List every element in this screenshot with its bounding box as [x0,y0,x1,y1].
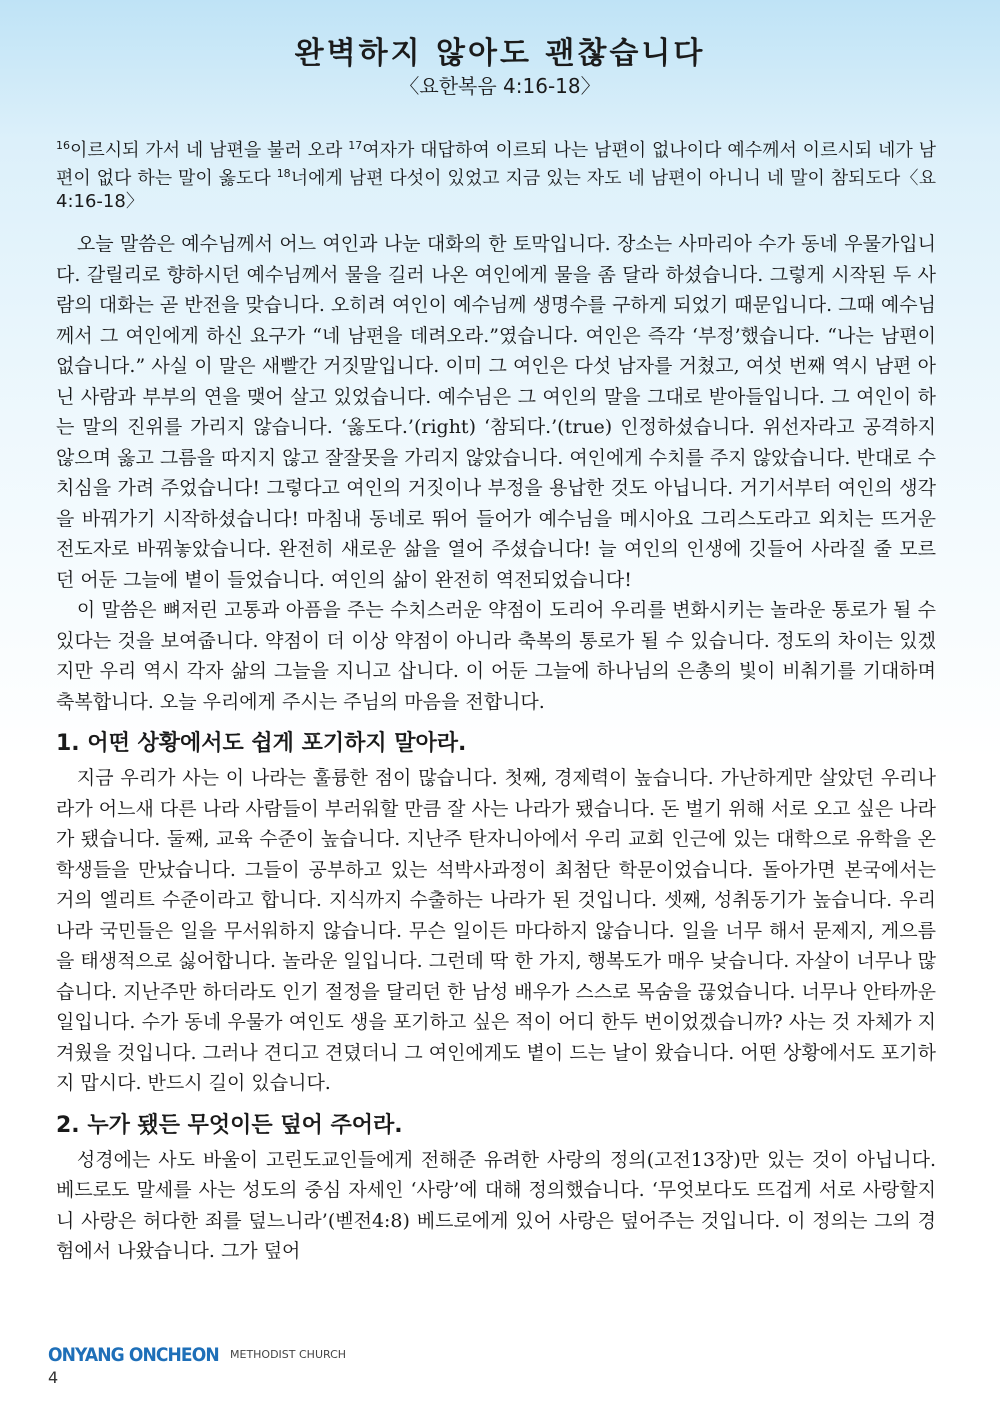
verse-number: 16 [56,139,70,152]
section-heading: 2. 누가 됐든 무엇이든 덮어 주어라. [56,1112,403,1138]
verse-text: 너에게 남편 다섯이 있었고 지금 있는 자도 네 남편이 아니니 네 말이 참되도다〈요 4:16-18〉 [56,168,936,212]
sermon-title: 완벽하지 않아도 괜찮습니다 [294,36,706,71]
section-paragraph: 지금 우리가 사는 이 나라는 훌륭한 점이 많습니다. 첫째, 경제력이 높습니다. 가난하게만 살았던 우리나라가 어느새 다른 나라 사람들이 부러워할 만큼 잘 사는 나라가 됐습니다. 돈 벌기 위해 서로 오고 싶은 나라가 됐습니다. 둘째, 교육 수준이 높습니다. 지난주 탄자니아에서 우리 교회 인근에 있는 대학으로 유학을 온 학생들을 만났습니다. 그들이 공부하고 있는 석박사과정이 최첨단 학문이었습니다. 돌아가면 본국에서는 거의 엘리트 수준이라고 합니다. 지식까지 수출하는 나라가 된 것입니다. 셋째, 성취동기가 높습니다. 우리나라 국민들은 일을 무서워하지 않습니다. 무슨 일이든 마다하지 않습니다. 일을 너무 해서 문제지, 게으름을 태생적으로 싫어합니다. 놀라운 일입니다. 그런데 딱 한 가지, 행복도가 매우 낮습니다. 자살이 너무나 많습니다. 지난주만 하더라도 인기 절정을 달리던 한 남성 배우가 스스로 목숨을 끊었습니다. 너무나 안타까운 일입니다. 수가 동네 우물가 여인도 생을 포기하고 싶은 적이 어디 한두 번이었겠습니까? 사는 것 자체가 지겨웠을 것입니다. 그러나 견디고 견뎠더니 그 여인에게도 볕이 드는 날이 왔습니다. 어떤 상황에서도 포기하지 맙시다. 반드시 길이 있습니다. [56,767,936,1094]
verse-text: 여자가 대답하여 이르되 나는 남편이 없나이다 예수께서 이르시되 네가 남편이 없다 하는 말이 옳도다 [56,140,936,189]
section-paragraph: 성경에는 사도 바울이 고린도교인들에게 전해준 유려한 사랑의 정의(고전13장)만 있는 것이 아닙니다. 베드로도 말세를 사는 성도의 중심 자세인 ‘사랑’에 대해 정의했습니다. ‘무엇보다도 뜨겁게 서로 사랑할지니 사랑은 허다한 죄를 덮느니라’(벧전4:8) 베드로에게 있어 사랑은 덮어주는 것입니다. 이 정의는 그의 경험에서 나왔습니다. 그가 덮어 [56,1148,936,1262]
section-heading: 1. 어떤 상황에서도 쉽게 포기하지 말아라. [56,731,467,756]
verse-text: 이르시되 가서 네 남편을 불러 오라 [70,140,349,161]
page-header [0,0,1000,110]
church-logo-subtext: METHODIST CHURCH [230,1348,347,1361]
intro-paragraph: 오늘 말씀은 예수님께서 어느 여인과 나눈 대화의 한 토막입니다. 장소는 사마리아 수가 동네 우물가입니다. 갈릴리로 향하시던 예수님께서 물을 길러 나온 여인에게 물을 좀 달라 하셨습니다. 그렇게 시작된 두 사람의 대화는 곧 반전을 맞습니다. 오히려 여인이 예수님께 생명수를 구하게 되었기 때문입니다. 그때 예수님께서 그 여인에게 하신 요구가 “네 남편을 데려오라.”였습니다. 여인은 즉각 ‘부정’했습니다. “나는 남편이 없습니다.” 사실 이 말은 새빨간 거짓말입니다. 이미 그 여인은 다섯 남자를 거쳤고, 여섯 번째 역시 남편 아닌 사람과 부부의 연을 맺어 살고 있었습니다. 예수님은 그 여인의 말을 그대로 받아들입니다. 그 여인이 하는 말의 진위를 가리지 않습니다. ‘옳도다.’(right) ‘참되다.’(true) 인정하셨습니다. 위선자라고 공격하지 않으며 옳고 그름을 따지지 않고 잘잘못을 가리지 않았습니다. 여인에게 수치를 주지 않았습니다. 반대로 수치심을 가려 주었습니다! 그렇다고 여인의 거짓이나 부정을 용납한 것도 아닙니다. 거기서부터 여인의 생각을 바꿔가기 시작하셨습니다! 마침내 동네로 뛰어 들어가 예수님을 메시아요 그리스도라고 외치는 뜨거운 전도자로 바꿔놓았습니다. 완전히 새로운 삶을 열어 주셨습니다! 늘 여인의 인생에 깃들어 사라질 줄 모르던 어둔 그늘에 볕이 들었습니다. 여인의 삶이 완전히 역전되었습니다! [56,233,936,591]
page-footer [48,1344,448,1387]
page-number: 4 [48,1368,59,1387]
verse-number: 17 [348,139,363,152]
verse-number: 18 [276,167,291,180]
scripture-reference: 〈요한복음 4:16-18〉 [399,74,601,98]
sermon-content [56,134,936,1267]
church-logo-text: ONYANG ONCHEON [48,1344,219,1366]
intro-paragraph: 이 말씀은 뼈저린 고통과 아픔을 주는 수치스러운 약점이 도리어 우리를 변화시키는 놀라운 통로가 될 수 있다는 것을 보여줍니다. 약점이 더 이상 약점이 아니라 축복의 통로가 될 수 있습니다. 정도의 차이는 있겠지만 우리 역시 각자 삶의 그늘을 지니고 삽니다. 이 어둔 그늘에 하나님의 은총의 빛이 비춰기를 기대하며 축복합니다. 오늘 우리에게 주시는 주님의 마음을 전합니다. [56,599,936,713]
scripture-passage [56,134,936,213]
